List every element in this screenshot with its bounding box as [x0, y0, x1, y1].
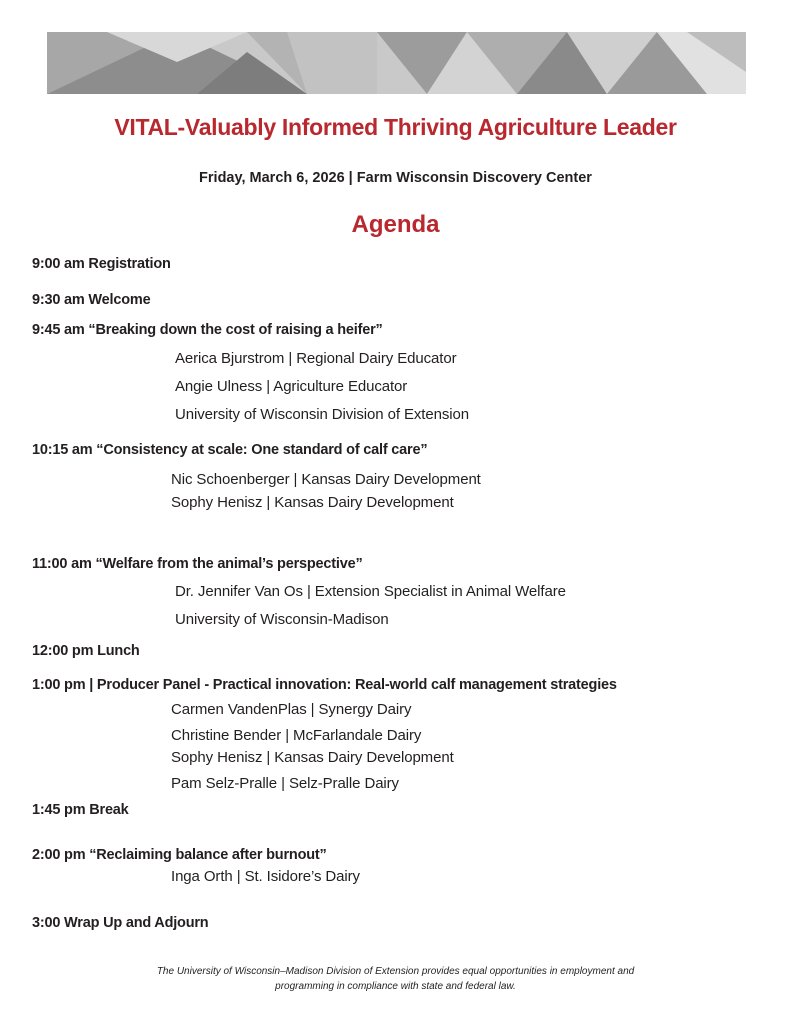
document-title: VITAL-Valuably Informed Thriving Agriculture Leader: [114, 114, 677, 140]
footer-line: The University of Wisconsin–Madison Division of Extension provides equal opportunities in employment and: [156, 966, 635, 977]
agenda-heading: Agenda: [351, 211, 440, 238]
speaker-line: Sophy Henisz | Kansas Dairy Development: [171, 494, 454, 511]
agenda-item-burnout: 2:00 pm “Reclaiming balance after burnout”: [32, 847, 327, 863]
agenda-item-lunch: 12:00 pm Lunch: [32, 643, 140, 659]
agenda-item-producer-panel: 1:00 pm | Producer Panel - Practical innovation: Real-world calf management strategies: [32, 677, 617, 693]
speaker-line: Sophy Henisz | Kansas Dairy Development: [171, 749, 454, 766]
speaker-line: Inga Orth | St. Isidore’s Dairy: [171, 868, 360, 885]
speaker-line: Pam Selz-Pralle | Selz-Pralle Dairy: [171, 775, 399, 792]
agenda-item-consistency: 10:15 am “Consistency at scale: One standard of calf care”: [32, 442, 428, 458]
speaker-line: University of Wisconsin Division of Extension: [175, 406, 469, 423]
speaker-line: Aerica Bjurstrom | Regional Dairy Educator: [175, 350, 457, 367]
agenda-item-break: 1:45 pm Break: [32, 802, 129, 818]
agenda-item-welcome: 9:30 am Welcome: [32, 292, 151, 308]
agenda-item-registration: 9:00 am Registration: [32, 256, 171, 272]
agenda-item-wrap-up: 3:00 Wrap Up and Adjourn: [32, 915, 209, 931]
agenda-item-welfare: 11:00 am “Welfare from the animal’s perspective”: [32, 556, 363, 572]
footer-line: programming in compliance with state and federal law.: [275, 981, 516, 992]
header-banner-graphic: [47, 32, 746, 94]
speaker-line: Angie Ulness | Agriculture Educator: [175, 378, 408, 395]
speaker-line: Carmen VandenPlas | Synergy Dairy: [171, 701, 412, 718]
speaker-line: Nic Schoenberger | Kansas Dairy Development: [171, 471, 481, 488]
speaker-line: Christine Bender | McFarlandale Dairy: [171, 727, 422, 744]
speaker-line: University of Wisconsin-Madison: [175, 611, 389, 628]
agenda-item-heifer-cost: 9:45 am “Breaking down the cost of raising a heifer”: [32, 322, 383, 338]
speaker-line: Dr. Jennifer Van Os | Extension Specialist in Animal Welfare: [175, 583, 566, 600]
equal-opportunity-statement: [0, 964, 791, 994]
date-location: Friday, March 6, 2026 | Farm Wisconsin Discovery Center: [199, 170, 592, 186]
